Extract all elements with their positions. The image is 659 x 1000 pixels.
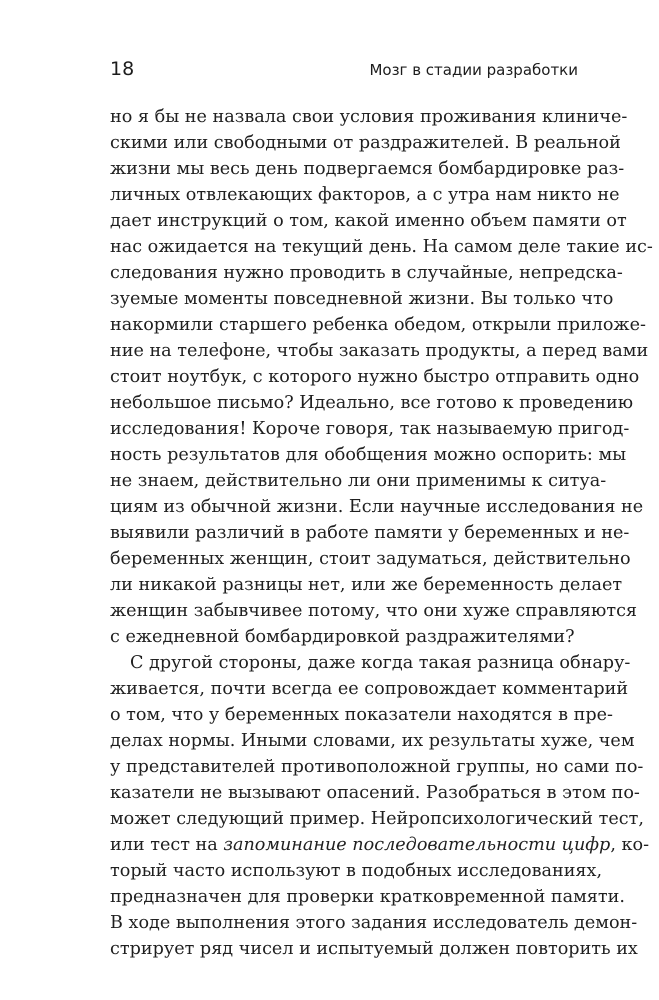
- text-line: о том, что у беременных показатели находятся в пре-: [110, 705, 613, 725]
- text-line: нас ожидается на текущий день. На самом деле такие ис-: [110, 237, 653, 257]
- text-line: ность результатов для обобщения можно оспорить: мы: [110, 445, 627, 465]
- text-line: стрирует ряд чисел и испытуемый должен повторить их: [110, 939, 638, 959]
- text-line: циям из обычной жизни. Если научные исследования не: [110, 497, 644, 517]
- text-line: не знаем, действительно ли они применимы к ситуа-: [110, 471, 607, 491]
- page-number: 18: [110, 58, 135, 80]
- text-segment: или тест на: [110, 835, 224, 855]
- italic-term: запоминание последовательности цифр: [223, 835, 611, 855]
- text-line: С другой стороны, даже когда такая разница обнару-: [130, 653, 631, 673]
- text-line: казатели не вызывают опасений. Разобраться в этом по-: [110, 783, 640, 803]
- text-line: женщин забывчивее потому, что они хуже справляются: [110, 601, 638, 621]
- running-title: Мозг в стадии разработки: [369, 61, 578, 79]
- text-line: скими или свободными от раздражителей. В реальной: [110, 133, 621, 153]
- text-line: личных отвлекающих факторов, а с утра нам никто не: [110, 185, 620, 205]
- text-line: может следующий пример. Нейропсихологический тест,: [110, 809, 644, 829]
- text-line: торый часто используют в подобных исследованиях,: [110, 861, 603, 881]
- text-line: накормили старшего ребенка обедом, открыли приложе-: [110, 315, 646, 335]
- text-line: у представителей противоположной группы, но сами по-: [110, 757, 644, 777]
- body-text: [110, 104, 653, 962]
- text-line: В ходе выполнения этого задания исследователь демон-: [110, 913, 638, 933]
- paragraph-1: [110, 104, 653, 650]
- text-line-with-emphasis: [110, 832, 650, 858]
- text-line: стоит ноутбук, с которого нужно быстро отправить одно: [110, 367, 640, 387]
- text-line: предназначен для проверки кратковременной памяти.: [110, 887, 625, 907]
- text-line: беременных женщин, стоит задуматься, действительно: [110, 549, 631, 569]
- text-line: делах нормы. Иными словами, их результаты хуже, чем: [110, 731, 635, 751]
- text-line: небольшое письмо? Идеально, все готово к проведению: [110, 393, 634, 413]
- text-line: дает инструкций о том, какой именно объем памяти от: [110, 211, 627, 231]
- text-line: ние на телефоне, чтобы заказать продукты, а перед вами: [110, 341, 649, 361]
- text-line: следования нужно проводить в случайные, непредска-: [110, 263, 623, 283]
- page-header: [110, 58, 578, 82]
- text-line: исследования! Короче говоря, так называемую пригод-: [110, 419, 630, 439]
- text-line: жизни мы весь день подвергаемся бомбардировке раз-: [110, 159, 625, 179]
- paragraph-2: [110, 650, 650, 962]
- text-line: ли никакой разницы нет, или же беременность делает: [110, 575, 623, 595]
- text-line: с ежедневной бомбардировкой раздражителями?: [110, 627, 575, 647]
- text-line: но я бы не назвала свои условия проживания клиниче-: [110, 107, 628, 127]
- text-segment: , ко-: [610, 835, 650, 855]
- text-line: зуемые моменты повседневной жизни. Вы только что: [110, 289, 614, 309]
- text-line: живается, почти всегда ее сопровождает комментарий: [110, 679, 629, 699]
- text-line: выявили различий в работе памяти у беременных и не-: [110, 523, 630, 543]
